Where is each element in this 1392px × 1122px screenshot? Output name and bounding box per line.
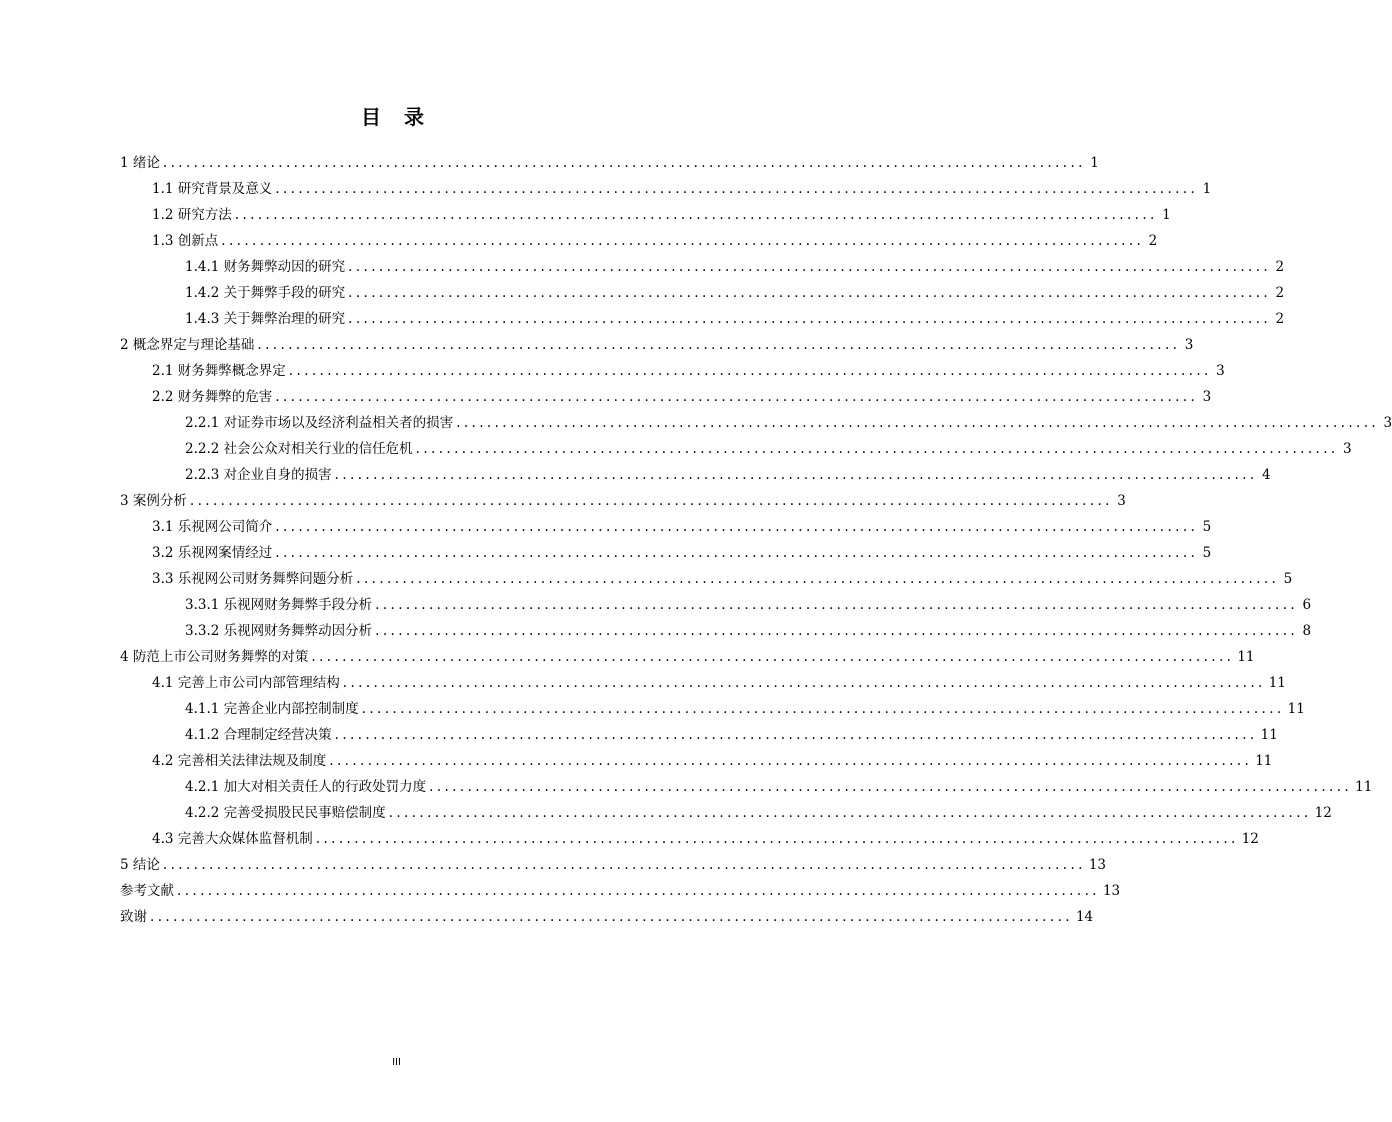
toc-entry[interactable]: [120, 514, 1212, 540]
toc-dot-leader: ........................................................................................................................: [311, 649, 1235, 665]
toc-entry[interactable]: [120, 826, 1259, 852]
toc-list: [120, 150, 1392, 930]
toc-entry[interactable]: [120, 358, 1225, 384]
toc-dot-leader: ........................................................................................................................: [334, 727, 1258, 743]
toc-entry-label: 2.2.2 社会公众对相关行业的信任危机: [185, 441, 413, 457]
toc-entry-page: 3: [1216, 363, 1225, 379]
toc-entry[interactable]: [120, 254, 1285, 280]
toc-entry-label: 1.3 创新点: [152, 233, 219, 249]
toc-entry-label: 参考文献: [120, 883, 174, 899]
toc-entry-label: 3.2 乐视网案情经过: [152, 545, 273, 561]
toc-dot-leader: ........................................................................................................................: [189, 493, 1113, 509]
toc-entry[interactable]: [120, 748, 1273, 774]
toc-dot-leader: ........................................................................................................................: [415, 441, 1339, 457]
toc-dot-leader: ........................................................................................................................: [162, 155, 1086, 171]
toc-entry-page: 12: [1314, 805, 1332, 821]
toc-entry-page: 11: [1287, 701, 1305, 717]
toc-entry-label: 2.2 财务舞弊的危害: [152, 389, 273, 405]
toc-entry-label: 4.1 完善上市公司内部管理结构: [152, 675, 340, 691]
toc-entry-label: 4 防范上市公司财务舞弊的对策: [120, 649, 309, 665]
toc-entry-label: 4.3 完善大众媒体监督机制: [152, 831, 313, 847]
toc-entry-label: 1.1 研究背景及意义: [152, 181, 273, 197]
toc-entry[interactable]: [120, 592, 1312, 618]
toc-entry-page: 3: [1117, 493, 1126, 509]
toc-entry-page: 2: [1148, 233, 1158, 249]
toc-entry-page: 1: [1090, 155, 1099, 171]
toc-entry[interactable]: [120, 150, 1099, 176]
toc-entry[interactable]: [120, 722, 1278, 748]
toc-entry-page: 12: [1241, 831, 1259, 847]
toc-dot-leader: ........................................................................................................................: [388, 805, 1312, 821]
toc-entry-page: 5: [1202, 519, 1212, 535]
toc-entry[interactable]: [120, 228, 1158, 254]
toc-entry-label: 1 绪论: [120, 155, 160, 171]
toc-entry-page: 13: [1102, 883, 1121, 899]
toc-entry[interactable]: [120, 280, 1285, 306]
toc-entry-page: 2: [1275, 311, 1285, 327]
toc-entry-page: 11: [1237, 649, 1255, 665]
toc-entry[interactable]: [120, 696, 1305, 722]
page-number: III: [392, 1057, 401, 1068]
toc-entry-page: 6: [1302, 597, 1312, 613]
toc-entry-page: 5: [1283, 571, 1293, 587]
toc-entry-label: 4.1.2 合理制定经营决策: [185, 727, 332, 743]
toc-entry-label: 3.3.1 乐视网财务舞弊手段分析: [185, 597, 373, 613]
toc-dot-leader: ........................................................................................................................: [221, 233, 1145, 249]
toc-entry-label: 4.2.1 加大对相关责任人的行政处罚力度: [185, 779, 427, 795]
toc-entry-label: 5 结论: [120, 857, 160, 873]
toc-dot-leader: ........................................................................................................................: [356, 571, 1280, 587]
toc-entry[interactable]: [120, 540, 1212, 566]
toc-entry-label: 1.4.1 财务舞弊动因的研究: [185, 259, 346, 275]
toc-entry-label: 1.4.2 关于舞弊手段的研究: [185, 285, 346, 301]
toc-dot-leader: ........................................................................................................................: [177, 883, 1100, 899]
toc-entry-page: 11: [1260, 727, 1278, 743]
toc-entry-label: 2.2.1 对证券市场以及经济利益相关者的损害: [185, 415, 454, 431]
toc-dot-leader: ........................................................................................................................: [429, 779, 1353, 795]
toc-entry-label: 4.1.1 完善企业内部控制制度: [185, 701, 359, 717]
toc-dot-leader: ........................................................................................................................: [375, 597, 1299, 613]
toc-entry-page: 3: [1383, 415, 1392, 431]
toc-entry-page: 14: [1075, 909, 1094, 925]
toc-dot-leader: ........................................................................................................................: [342, 675, 1266, 691]
toc-entry-page: 3: [1202, 389, 1212, 405]
toc-entry-page: 11: [1268, 675, 1286, 691]
toc-dot-leader: ........................................................................................................................: [375, 623, 1299, 639]
toc-dot-leader: ........................................................................................................................: [334, 467, 1258, 483]
toc-entry-page: 8: [1302, 623, 1312, 639]
toc-entry[interactable]: [120, 618, 1312, 644]
toc-entry-page: 13: [1088, 857, 1107, 873]
toc-dot-leader: ........................................................................................................................: [275, 389, 1199, 405]
toc-dot-leader: ........................................................................................................................: [456, 415, 1380, 431]
toc-title: 目 录: [361, 105, 432, 129]
toc-dot-leader: ........................................................................................................................: [348, 285, 1272, 301]
toc-entry-label: 3.3 乐视网公司财务舞弊问题分析: [152, 571, 354, 587]
toc-entry[interactable]: [120, 670, 1286, 696]
toc-entry[interactable]: [120, 852, 1107, 878]
toc-entry-label: 1.2 研究方法: [152, 207, 232, 223]
toc-entry-page: 3: [1343, 441, 1352, 457]
toc-dot-leader: ........................................................................................................................: [329, 753, 1253, 769]
toc-entry-label: 1.4.3 关于舞弊治理的研究: [185, 311, 346, 327]
toc-dot-leader: ........................................................................................................................: [162, 857, 1086, 873]
toc-entry[interactable]: [120, 332, 1194, 358]
toc-dot-leader: ........................................................................................................................: [315, 831, 1239, 847]
toc-entry[interactable]: [120, 800, 1332, 826]
toc-dot-leader: ........................................................................................................................: [150, 909, 1073, 925]
toc-entry[interactable]: [120, 644, 1255, 670]
toc-entry[interactable]: [120, 488, 1126, 514]
toc-entry-page: 11: [1255, 753, 1273, 769]
toc-entry-page: 1: [1202, 181, 1212, 197]
toc-dot-leader: ........................................................................................................................: [361, 701, 1285, 717]
toc-dot-leader: ........................................................................................................................: [275, 181, 1199, 197]
toc-entry[interactable]: [120, 774, 1373, 800]
toc-entry-label: 2 概念界定与理论基础: [120, 337, 255, 353]
toc-entry-label: 2.1 财务舞弊概念界定: [152, 363, 286, 379]
toc-entry-page: 2: [1275, 285, 1285, 301]
toc-entry[interactable]: [120, 436, 1352, 462]
toc-entry-page: 5: [1202, 545, 1212, 561]
toc-entry-page: 4: [1262, 467, 1271, 483]
toc-entry[interactable]: [120, 176, 1212, 202]
toc-entry-page: 1: [1162, 207, 1171, 223]
toc-entry-page: 2: [1275, 259, 1285, 275]
toc-dot-leader: ........................................................................................................................: [275, 545, 1199, 561]
toc-dot-leader: ........................................................................................................................: [288, 363, 1212, 379]
toc-entry[interactable]: [120, 410, 1392, 436]
toc-entry[interactable]: [120, 566, 1293, 592]
toc-entry-page: 11: [1355, 779, 1373, 795]
toc-entry-page: 3: [1184, 337, 1194, 353]
toc-entry[interactable]: [120, 878, 1121, 904]
toc-dot-leader: ........................................................................................................................: [234, 207, 1158, 223]
toc-entry-label: 3.3.2 乐视网财务舞弊动因分析: [185, 623, 373, 639]
toc-entry[interactable]: [120, 462, 1271, 488]
toc-entry-label: 4.2 完善相关法律法规及制度: [152, 753, 327, 769]
toc-entry-label: 2.2.3 对企业自身的损害: [185, 467, 332, 483]
toc-entry[interactable]: [120, 904, 1094, 930]
toc-dot-leader: ........................................................................................................................: [275, 519, 1199, 535]
toc-dot-leader: ........................................................................................................................: [348, 311, 1272, 327]
toc-entry-label: 致谢: [120, 909, 147, 925]
toc-entry[interactable]: [120, 384, 1212, 410]
toc-dot-leader: ........................................................................................................................: [348, 259, 1272, 275]
toc-entry-label: 3.1 乐视网公司简介: [152, 519, 273, 535]
toc-entry-label: 4.2.2 完善受损股民民事赔偿制度: [185, 805, 386, 821]
toc-dot-leader: ........................................................................................................................: [257, 337, 1181, 353]
toc-entry[interactable]: [120, 306, 1285, 332]
toc-entry-label: 3 案例分析: [120, 493, 187, 509]
toc-entry[interactable]: [120, 202, 1171, 228]
